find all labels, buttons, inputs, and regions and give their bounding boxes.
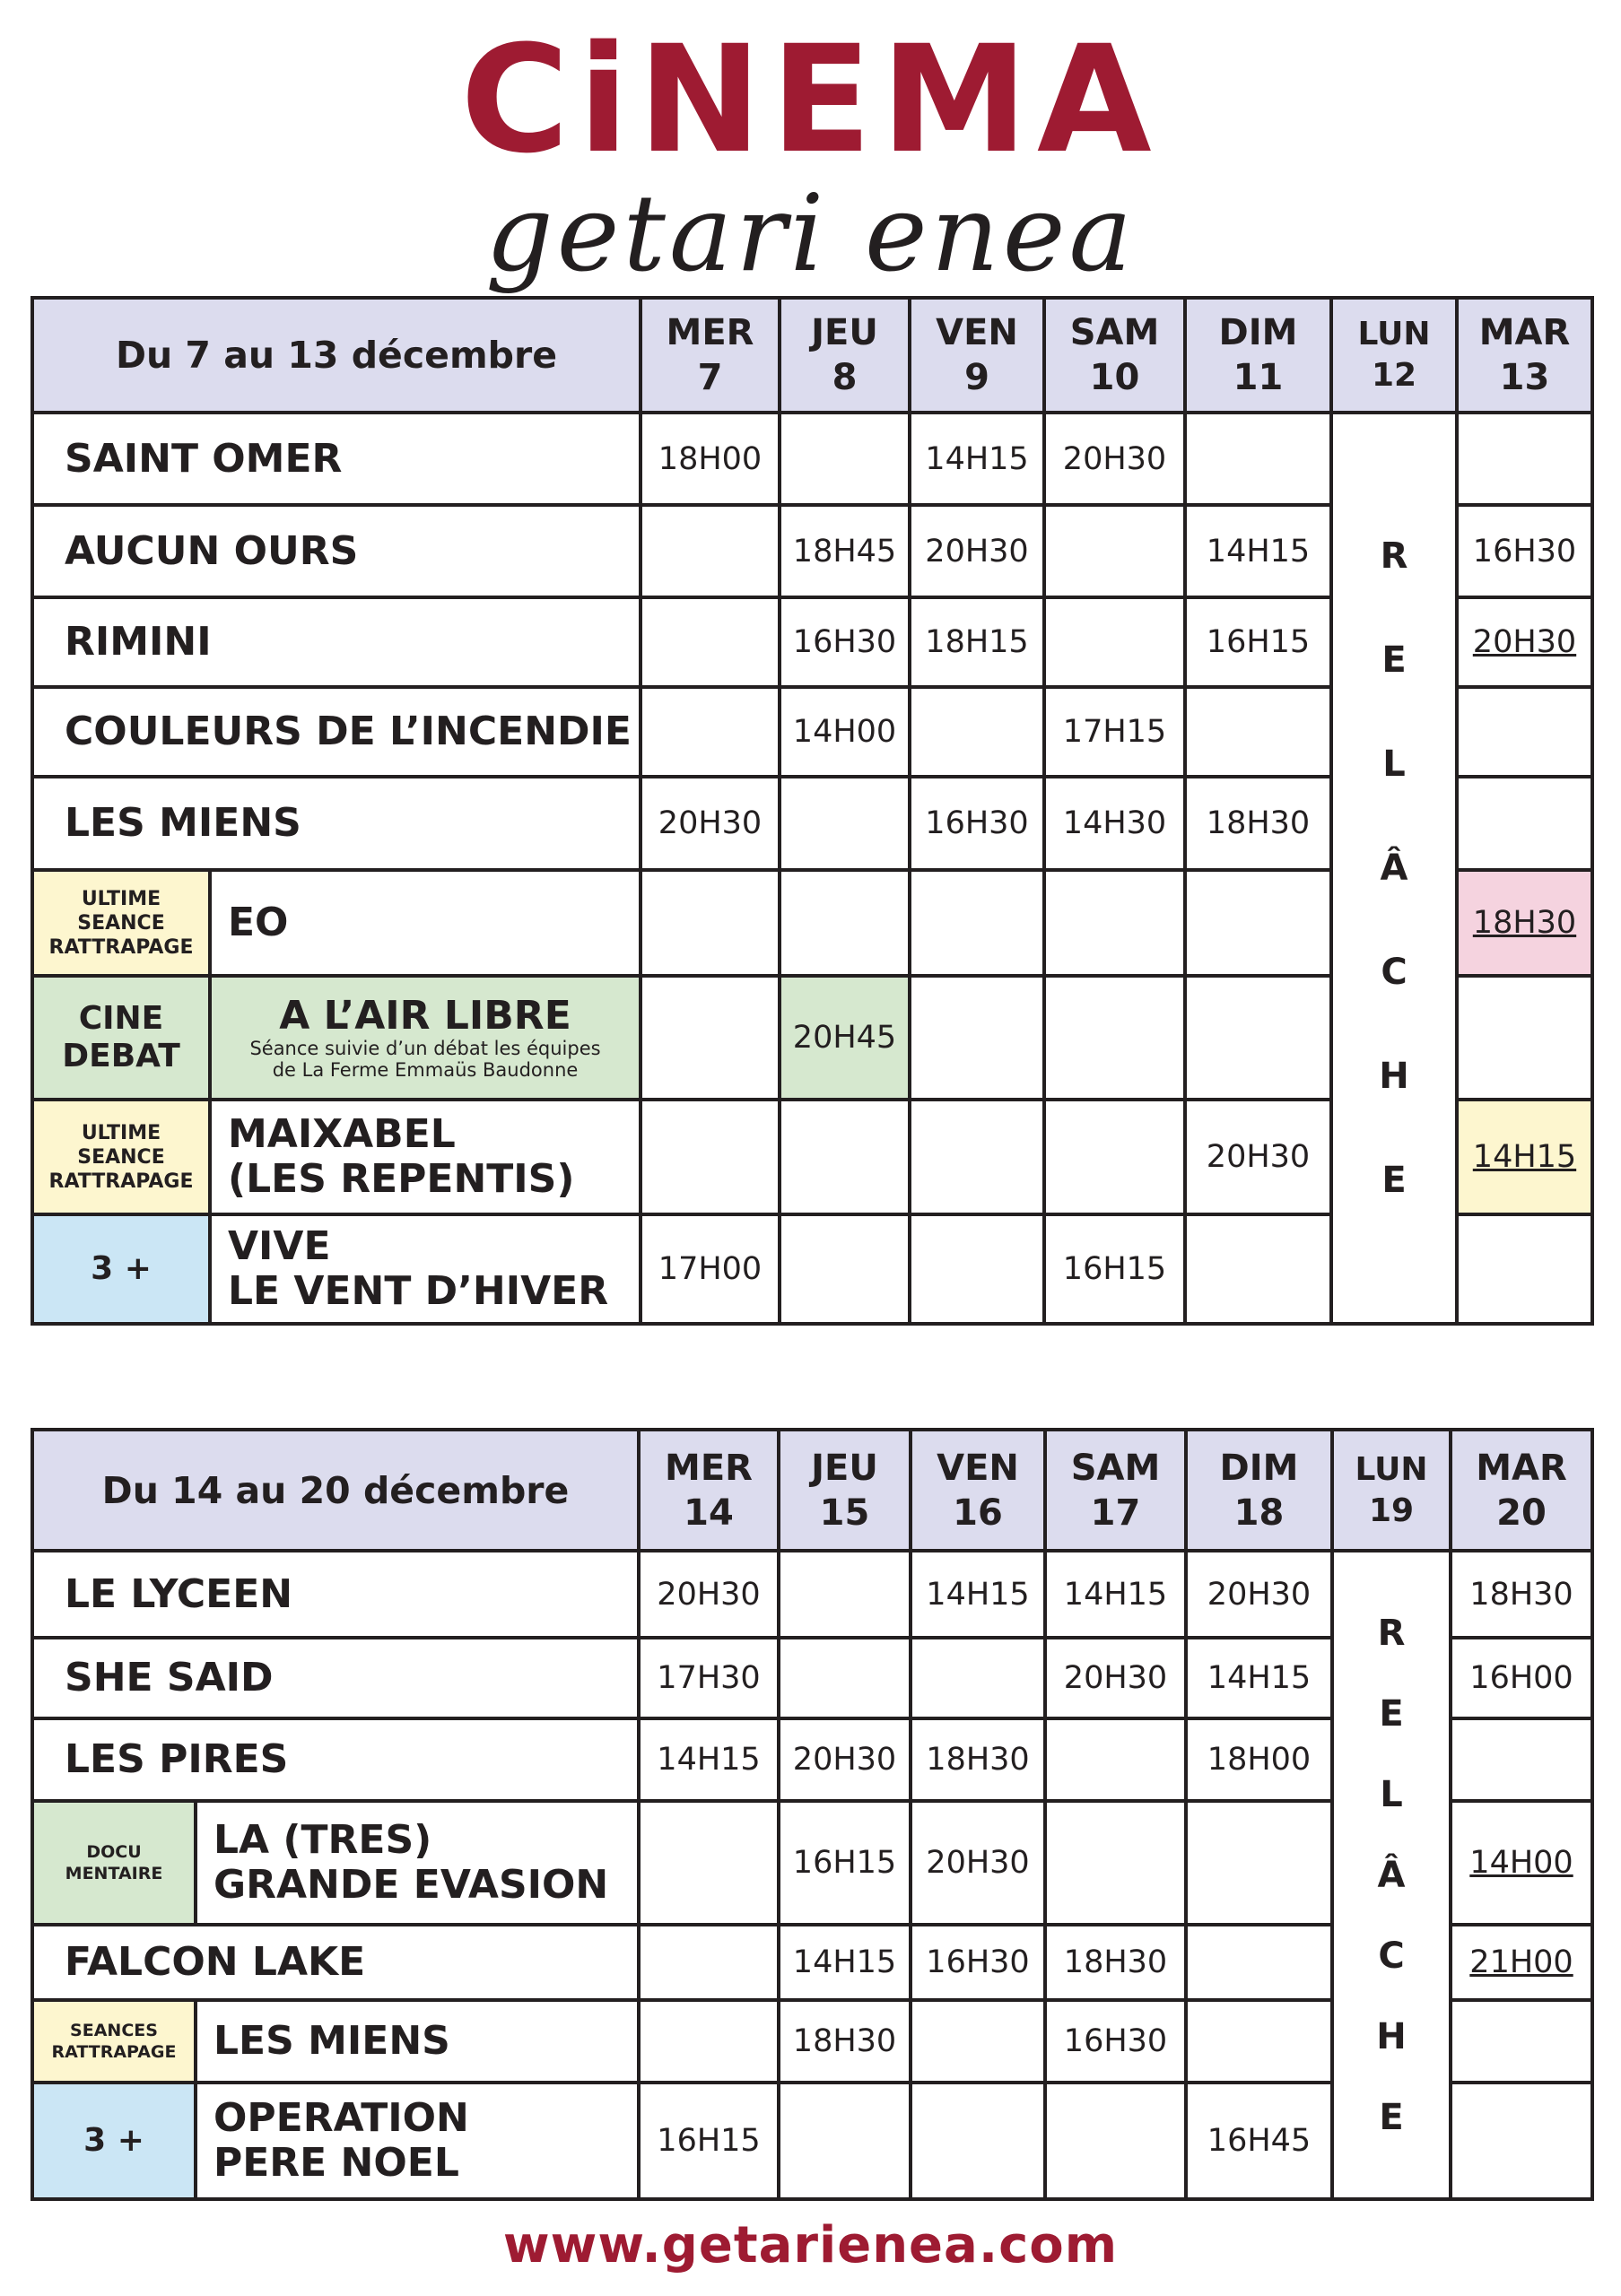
day-number: 12 [1371, 357, 1417, 394]
day-number: 14 [684, 1492, 734, 1534]
film-title-line: LE VENT D’HIVER [228, 1268, 609, 1314]
badge-line: RATTRAPAGE [51, 2042, 177, 2062]
showtime: 18H30 [1045, 1925, 1186, 2000]
showtime-highlighted [1457, 1100, 1592, 1214]
showtime [911, 2083, 1045, 2199]
day-header [911, 1430, 1045, 1551]
badge-line: ULTIME [81, 1121, 161, 1144]
showtime: 14H00 [780, 687, 910, 777]
showtime: 17H00 [641, 1214, 780, 1324]
badge-line: ULTIME [81, 887, 161, 910]
showtime: 18H15 [910, 597, 1044, 687]
period-label: Du 7 au 13 décembre [32, 298, 641, 413]
showtime: 20H30 [911, 1801, 1045, 1925]
relache-letter: H [1376, 2015, 1407, 2057]
showtime [639, 1801, 779, 1925]
relache-letter: E [1381, 1160, 1407, 1201]
badge-line: DOCU [86, 1842, 142, 1862]
showtime: 16H30 [911, 1925, 1045, 2000]
showtime: 20H30 [641, 777, 780, 870]
showtime [639, 1925, 779, 2000]
showtime: 14H15 [911, 1551, 1045, 1638]
header-row [32, 298, 1592, 413]
showtime [1451, 2000, 1592, 2083]
day-number: 8 [832, 357, 858, 398]
film-title: A L’AIR LIBRE [279, 993, 571, 1039]
day-header [1045, 1430, 1186, 1551]
showtime [1045, 1718, 1186, 1801]
showtime [910, 1214, 1044, 1324]
showtime-text: 21H00 [1469, 1944, 1573, 1980]
badge-cine-debat [32, 976, 210, 1100]
day-number: 19 [1368, 1492, 1415, 1529]
relache-letter: L [1382, 744, 1406, 785]
showtime [641, 505, 780, 597]
showtime: 14H15 [910, 413, 1044, 505]
badge-line: SEANCE [77, 911, 165, 935]
showtime: 20H30 [1045, 1638, 1186, 1718]
film-title-line: LA (TRES) [214, 1817, 432, 1863]
showtime: 16H45 [1186, 2083, 1332, 2199]
showtime [779, 2083, 911, 2199]
badge-ultime-seance [32, 1100, 210, 1214]
showtime: 14H15 [779, 1925, 911, 2000]
day-header [1186, 1430, 1332, 1551]
relache-closed-column [1331, 413, 1457, 1324]
showtime [1457, 777, 1592, 870]
showtime: 20H30 [1186, 1551, 1332, 1638]
relache-letter: E [1381, 639, 1407, 681]
day-header [779, 1430, 911, 1551]
showtime [1186, 1925, 1332, 2000]
showtime: 14H15 [1045, 1551, 1186, 1638]
day-header [641, 298, 780, 413]
badge-line: SEANCES [70, 2021, 158, 2040]
day-name: VEN [937, 1447, 1019, 1489]
showtime [641, 1100, 780, 1214]
relache-letter: R [1380, 535, 1408, 577]
showtime [780, 777, 910, 870]
day-header [1044, 298, 1185, 413]
showtime: 14H15 [1186, 1638, 1332, 1718]
showtime [780, 870, 910, 976]
website-url[interactable]: www.getarienea.com [502, 2216, 1119, 2274]
showtime-underlined [1451, 1925, 1592, 2000]
showtime [1185, 976, 1331, 1100]
film-title: LES PIRES [32, 1718, 639, 1801]
film-title [210, 1100, 641, 1214]
showtime [911, 1638, 1045, 1718]
showtime-underlined [1457, 597, 1592, 687]
showtime [910, 687, 1044, 777]
day-number: 17 [1090, 1492, 1141, 1534]
film-title-cell [210, 976, 641, 1100]
period-label: Du 14 au 20 décembre [32, 1430, 639, 1551]
showtime [641, 597, 780, 687]
showtime: 17H30 [639, 1638, 779, 1718]
showtime [1185, 870, 1331, 976]
showtime: 14H15 [1185, 505, 1331, 597]
film-row [32, 413, 1592, 505]
day-header [1331, 298, 1457, 413]
showtime [641, 687, 780, 777]
badge-age-3-plus: 3 + [32, 1214, 210, 1324]
day-number: 20 [1496, 1492, 1547, 1534]
badge-line: SEANCE [77, 1145, 165, 1169]
film-title: SAINT OMER [32, 413, 641, 505]
day-name: DIM [1218, 312, 1298, 353]
day-name: MAR [1478, 312, 1571, 353]
showtime [780, 1100, 910, 1214]
showtime [1044, 505, 1185, 597]
day-header [910, 298, 1044, 413]
showtime: 16H30 [780, 597, 910, 687]
showtime: 18H30 [1451, 1551, 1592, 1638]
day-header [1332, 1430, 1451, 1551]
showtime [910, 976, 1044, 1100]
day-header [639, 1430, 779, 1551]
showtime: 16H00 [1451, 1638, 1592, 1718]
film-title: FALCON LAKE [32, 1925, 639, 2000]
relache-letter: R [1377, 1612, 1406, 1654]
film-title-line: PERE NOEL [214, 2140, 459, 2186]
showtime: 16H30 [910, 777, 1044, 870]
showtime: 18H30 [779, 2000, 911, 2083]
showtime [1186, 1801, 1332, 1925]
showtime: 16H30 [1045, 2000, 1186, 2083]
relache-letter: Â [1377, 1854, 1406, 1896]
showtime [1457, 413, 1592, 505]
film-row [32, 1551, 1592, 1638]
showtime: 18H00 [641, 413, 780, 505]
badge-line: RATTRAPAGE [48, 935, 194, 959]
showtime-text: 18H30 [1472, 905, 1577, 941]
film-title-line: VIVE [228, 1223, 331, 1269]
cinema-logo-subtitle: getari enea [485, 171, 1136, 295]
day-number: 11 [1233, 357, 1284, 398]
showtime [1457, 976, 1592, 1100]
showtime-text: 20H30 [1472, 624, 1577, 660]
showtime [1185, 1214, 1331, 1324]
film-note: Séance suivie d’un débat les équipes [249, 1038, 601, 1059]
film-title [196, 2083, 639, 2199]
day-header [1451, 1430, 1592, 1551]
showtime [1044, 1100, 1185, 1214]
day-number: 16 [953, 1492, 1003, 1534]
showtime [1044, 976, 1185, 1100]
film-title-line: (LES REPENTIS) [228, 1156, 575, 1202]
showtime [780, 413, 910, 505]
day-number: 13 [1499, 357, 1550, 398]
showtime [639, 2000, 779, 2083]
day-name: LUN [1355, 1450, 1428, 1488]
showtime: 20H30 [910, 505, 1044, 597]
film-title: RIMINI [32, 597, 641, 687]
day-name: JEU [811, 1447, 878, 1489]
relache-letter: C [1378, 1935, 1405, 1977]
day-name: SAM [1069, 312, 1160, 353]
badge-line: MENTAIRE [65, 1864, 163, 1883]
showtime-underlined [1451, 1801, 1592, 1925]
day-number: 18 [1233, 1492, 1285, 1534]
showtime [1457, 687, 1592, 777]
film-title: LES MIENS [32, 777, 641, 870]
day-name: DIM [1219, 1447, 1299, 1489]
showtime [779, 1638, 911, 1718]
badge-line: DEBAT [62, 1038, 180, 1074]
badge-seances-rattrapage [32, 2000, 196, 2083]
relache-letter: E [1379, 2096, 1404, 2138]
film-title: EO [210, 870, 641, 976]
showtime [1457, 1214, 1592, 1324]
film-title: LES MIENS [196, 2000, 639, 2083]
showtime: 16H15 [1185, 597, 1331, 687]
showtime [1185, 413, 1331, 505]
showtime [641, 976, 780, 1100]
film-title [196, 1801, 639, 1925]
showtime [780, 1214, 910, 1324]
relache-letter: Â [1380, 848, 1408, 889]
showtime: 20H30 [1185, 1100, 1331, 1214]
relache-letter: C [1381, 952, 1407, 993]
relache-letter: H [1379, 1056, 1409, 1097]
day-name: MAR [1476, 1447, 1567, 1489]
film-title [210, 1214, 641, 1324]
badge-line: CINE [78, 1000, 164, 1037]
day-name: LUN [1357, 316, 1431, 352]
showtime-text: 14H00 [1469, 1845, 1573, 1881]
showtime: 16H15 [779, 1801, 911, 1925]
showtime: 20H30 [639, 1551, 779, 1638]
day-name: VEN [936, 312, 1018, 353]
showtime: 20H30 [779, 1718, 911, 1801]
film-note: de La Ferme Emmaüs Baudonne [272, 1059, 579, 1081]
day-header [780, 298, 910, 413]
film-title-line: MAIXABEL [228, 1111, 456, 1157]
day-number: 7 [697, 357, 723, 398]
badge-age-3-plus: 3 + [32, 2083, 196, 2199]
film-title-line: GRANDE EVASION [214, 1862, 609, 1908]
day-number: 15 [819, 1492, 870, 1534]
showtime-text: 14H15 [1472, 1139, 1577, 1175]
showtime [910, 1100, 1044, 1214]
day-number: 10 [1089, 357, 1140, 398]
showtime [1044, 597, 1185, 687]
relache-closed-column [1332, 1551, 1451, 2199]
relache-letter: E [1379, 1692, 1404, 1735]
film-title: COULEURS DE L’INCENDIE [32, 687, 641, 777]
badge-ultime-seance [32, 870, 210, 976]
day-header [1457, 298, 1592, 413]
showtime: 16H15 [639, 2083, 779, 2199]
schedule-week-2 [31, 1428, 1594, 2201]
day-header [1185, 298, 1331, 413]
showtime: 18H00 [1186, 1718, 1332, 1801]
showtime: 17H15 [1044, 687, 1185, 777]
showtime [1186, 2000, 1332, 2083]
showtime: 16H15 [1044, 1214, 1185, 1324]
header-row [32, 1430, 1592, 1551]
showtime: 18H45 [780, 505, 910, 597]
relache-letter: L [1380, 1773, 1403, 1815]
showtime: 18H30 [911, 1718, 1045, 1801]
showtime [779, 1551, 911, 1638]
showtime-highlighted [1457, 870, 1592, 976]
showtime: 18H30 [1185, 777, 1331, 870]
showtime [1045, 1801, 1186, 1925]
film-title-line: OPERATION [214, 2095, 469, 2141]
day-name: JEU [811, 312, 878, 353]
showtime [1451, 1718, 1592, 1801]
showtime [910, 870, 1044, 976]
showtime: 14H15 [639, 1718, 779, 1801]
day-name: MER [665, 1447, 753, 1489]
showtime [1185, 687, 1331, 777]
film-title: SHE SAID [32, 1638, 639, 1718]
showtime: 20H30 [1044, 413, 1185, 505]
showtime [1044, 870, 1185, 976]
badge-line: RATTRAPAGE [48, 1170, 194, 1193]
showtime [1451, 2083, 1592, 2199]
day-name: SAM [1070, 1447, 1161, 1489]
showtime [1045, 2083, 1186, 2199]
film-title: AUCUN OURS [32, 505, 641, 597]
badge-documentaire [32, 1801, 196, 1925]
showtime-highlighted: 20H45 [780, 976, 910, 1100]
day-number: 9 [964, 357, 989, 398]
schedule-week-1 [31, 296, 1594, 1326]
showtime [911, 2000, 1045, 2083]
showtime: 16H30 [1457, 505, 1592, 597]
film-title: LE LYCEEN [32, 1551, 639, 1638]
showtime [641, 870, 780, 976]
day-name: MER [666, 312, 754, 353]
showtime: 14H30 [1044, 777, 1185, 870]
cinema-logo-title: CiNEMA [460, 13, 1161, 186]
